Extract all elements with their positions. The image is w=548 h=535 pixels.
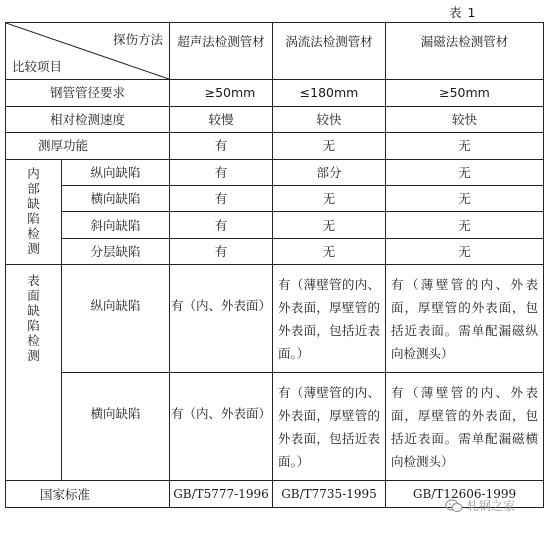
- wechat-icon: [445, 499, 463, 513]
- table-cell: 有: [170, 133, 273, 159]
- column-header-magnetic-flux: 漏磁法检测管材: [386, 23, 544, 80]
- table-row: [6, 80, 544, 106]
- table-cell: 有: [170, 238, 273, 264]
- diagonal-header-cell: [6, 23, 170, 80]
- watermark-text: 轧钢之家: [467, 499, 516, 513]
- table-cell: GB/T7735-1995: [273, 481, 386, 508]
- row-label: 横向缺陷: [62, 185, 170, 211]
- table-cell: 无: [386, 133, 544, 159]
- row-label: 相对检测速度: [6, 106, 170, 132]
- row-label: 纵向缺陷: [62, 265, 170, 373]
- table-row: [6, 106, 544, 132]
- table-cell: 无: [386, 159, 544, 185]
- row-label: 横向缺陷: [62, 373, 170, 481]
- table-cell: 有（薄壁管的内、外表面，厚壁管的外表面，包括近表面。需单配漏磁纵向检测头）: [386, 265, 544, 373]
- table-cell: 较快: [386, 106, 544, 132]
- table-cell: 有（薄壁管的内、外表面，厚壁管的外表面，包括近表面。需单配漏磁横向检测头）: [386, 373, 544, 481]
- group-label-internal: [6, 159, 62, 265]
- table-cell: 有（薄壁管的内、外表面，厚壁管的外表面，包括近表面。）: [273, 373, 386, 481]
- comparison-table: [5, 22, 544, 508]
- table-row: [6, 238, 544, 264]
- row-label: 钢管管径要求: [6, 80, 170, 106]
- group-label-internal-text: 内部缺陷检测: [27, 166, 40, 257]
- table-row: [6, 373, 544, 481]
- table-cell: GB/T5777-1996: [170, 481, 273, 508]
- table-cell: 部分: [273, 159, 386, 185]
- table-cell: ≥50mm: [170, 80, 273, 106]
- compare-label: 比较项目: [12, 59, 63, 75]
- row-label: 国家标准: [6, 481, 170, 508]
- table-cell: 无: [386, 238, 544, 264]
- table-cell: 无: [273, 185, 386, 211]
- table-cell: ≥50mm: [386, 80, 544, 106]
- column-header-ultrasonic: 超声法检测管材: [170, 23, 273, 80]
- header-row: [6, 23, 544, 80]
- table-number: 表 1: [449, 5, 477, 20]
- table-cell: 无: [273, 133, 386, 159]
- method-label: 探伤方法: [112, 32, 163, 47]
- table-cell: 有（内、外表面）: [170, 265, 273, 373]
- table-cell: GB/T12606-1999: [386, 481, 544, 508]
- group-label-surface-text: 表面缺陷检测: [27, 273, 40, 364]
- table-cell: 无: [273, 212, 386, 238]
- table-cell: 有（薄壁管的内、外表面，厚壁管的外表面，包括近表面。）: [273, 265, 386, 373]
- row-label: 测厚功能: [6, 133, 170, 159]
- table-row: [6, 212, 544, 238]
- table-cell: 有: [170, 185, 273, 211]
- table-row: [6, 159, 544, 185]
- table-cell: 无: [386, 212, 544, 238]
- table-cell: 有（内、外表面）: [170, 373, 273, 481]
- table-row: [6, 185, 544, 211]
- table-cell: 无: [273, 238, 386, 264]
- row-label: 斜向缺陷: [62, 212, 170, 238]
- group-label-surface: [6, 265, 62, 481]
- table-cell: 较快: [273, 106, 386, 132]
- row-label: 纵向缺陷: [62, 159, 170, 185]
- table-row: [6, 133, 544, 159]
- column-header-eddy-current: 涡流法检测管材: [273, 23, 386, 80]
- table-cell: 较慢: [170, 106, 273, 132]
- table-row: [6, 265, 544, 373]
- table-cell: ≤180mm: [273, 80, 386, 106]
- watermark: [445, 497, 515, 514]
- table-cell: 有: [170, 212, 273, 238]
- table-cell: 有: [170, 159, 273, 185]
- table-cell: 无: [386, 185, 544, 211]
- row-label: 分层缺陷: [62, 238, 170, 264]
